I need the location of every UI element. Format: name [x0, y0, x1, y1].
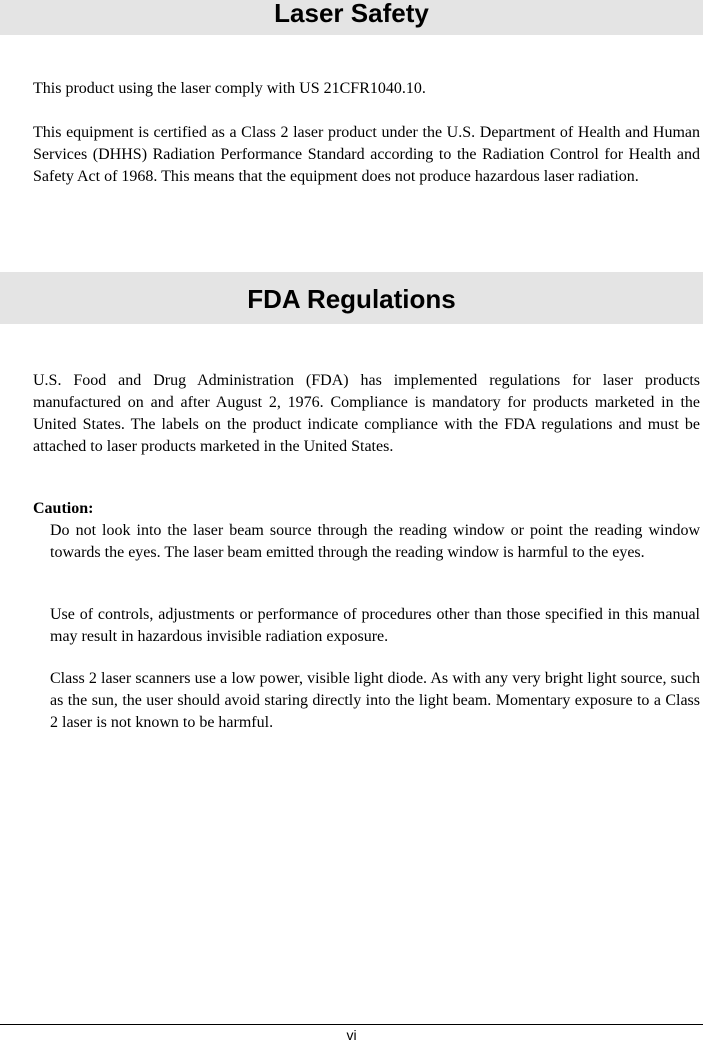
caution-item: Class 2 laser scanners use a low power, visible light diode. As with any very bright light source, such as the sun, the user should avoid staring directly into the light beam. Momentary exposure to a Class 2 laser is not known to be harmful.: [50, 670, 700, 731]
laser-safety-heading: Laser Safety: [0, 0, 703, 35]
laser-class2-paragraph: This equipment is certified as a Class 2 laser product under the U.S. Department of Health and Human Services (DHHS) Radiation Performance Standard according to the Radiation Control for Health and Safety Act of 1968. This means that the equipment does not produce hazardous laser radiation.: [33, 124, 700, 185]
laser-compliance-paragraph: This product using the laser comply with US 21CFR1040.10.: [33, 80, 426, 97]
caution-label: Caution:: [33, 500, 94, 517]
page-number: vi: [346, 1027, 357, 1043]
fda-paragraph: U.S. Food and Drug Administration (FDA) has implemented regulations for laser products manufactured on and after August 2, 1976. Compliance is mandatory for products marketed in the United States. The labels on the product indicate compliance with the FDA regulations and must be attached to laser products marketed in the United States.: [33, 372, 700, 455]
caution-item: Do not look into the laser beam source through the reading window or point the reading window towards the eyes. The laser beam emitted through the reading window is harmful to the eyes.: [50, 522, 700, 561]
footer-divider: [0, 1024, 703, 1025]
fda-regulations-heading: FDA Regulations: [0, 272, 703, 324]
caution-item: Use of controls, adjustments or performance of procedures other than those specified in this manual may result in hazardous invisible radiation exposure.: [50, 606, 700, 645]
